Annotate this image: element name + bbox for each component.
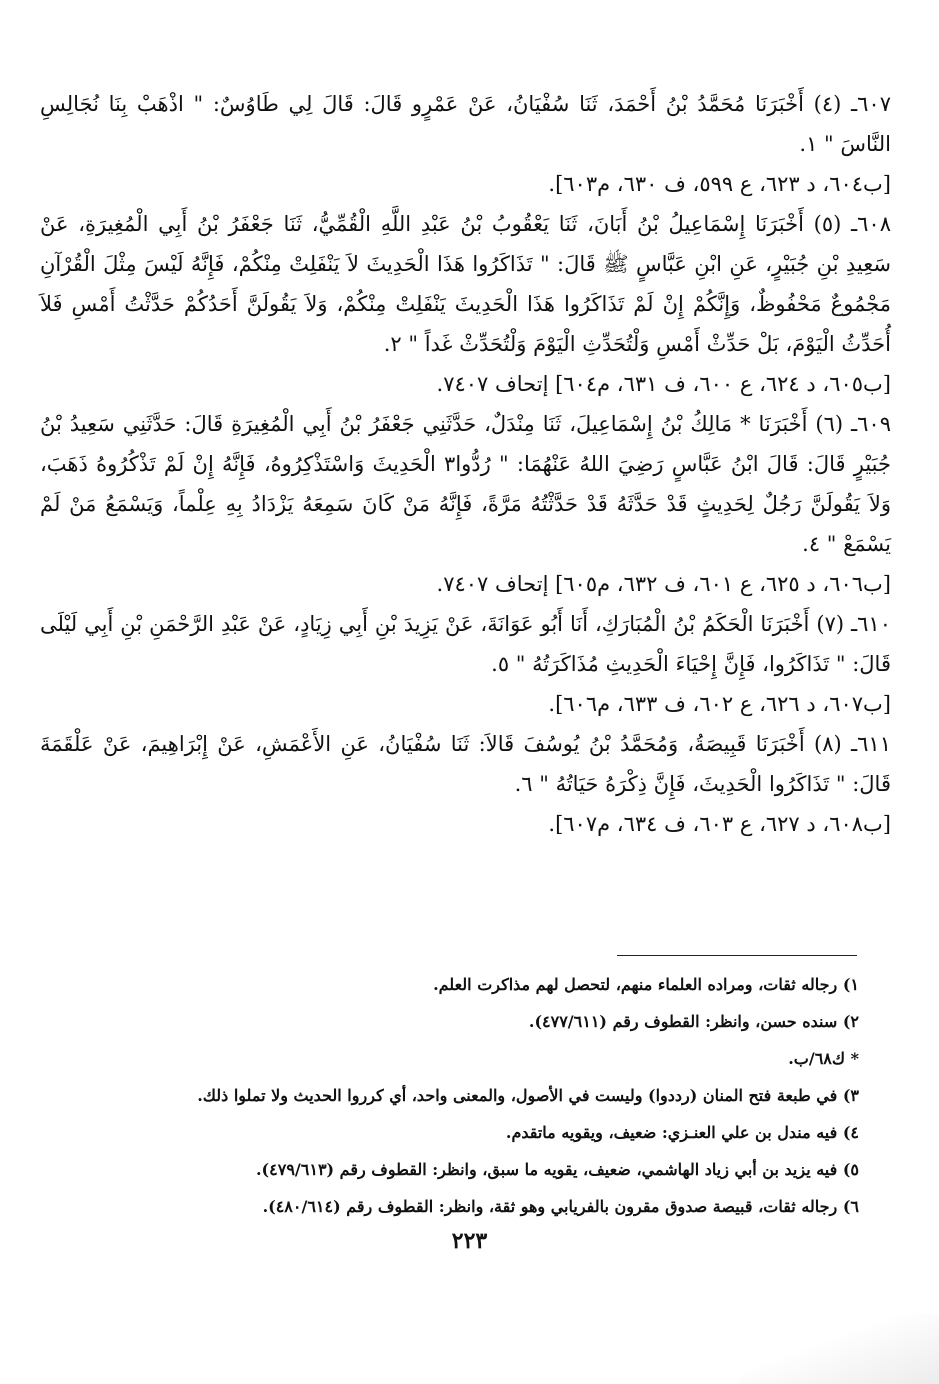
hadith-611: ٦١١ـ (٨) أَخْبَرَنَا قَبِيصَةُ، وَمُحَمَّدُ بْنُ يُوسُفَ قَالاَ: ثَنَا سُفْيَانُ، عَنِ الأَعْمَشِ، عَنْ إِبْرَاهِيمَ، عَنْ عَلْقَمَةَ قَالَ: " تَذَاكَرُوا الْحَدِيثَ، فَإِنَّ ذِكْرَهُ حَيَاتُهُ " ٦. (40, 732, 891, 796)
footnote-4: ٤) فيه مندل بن علي العنـزي: ضعيف، ويقويه ماتقدم. (505, 1123, 859, 1142)
footnotes (70, 966, 859, 1225)
hadith-text-block (40, 84, 891, 844)
footnote-1: ١) رجاله ثقات، ومراده العلماء منهم، لتحصل لهم مذاكرت العلم. (433, 975, 859, 994)
hadith-609: ٦٠٩ـ (٦) أَخْبَرَنَا * مَالِكُ بْنُ إِسْمَاعِيلَ، ثَنَا مِنْدَلٌ، حَدَّثَنِي جَعْفَرُ بْنُ أَبِي الْمُغِيرَةِ قَالَ: حَدَّثَنِي سَعِيدُ بْنُ جُبَيْرٍ قَالَ: قَالَ ابْنُ عَبَّاسٍ رَضِيَ اللهُ عَنْهُمَا: " رُدُّوا٣ الْحَدِيثَ وَاسْتَذْكِرُوهُ، فَإِنَّهُ إِنْ لَمْ تَذْكُرُوهُ ذَهَبَ، وَلاَ يَقُولَنَّ رَجُلٌ لِحَدِيثٍ قَدْ حَدَّثَهُ قَدْ حَدَّثْتُهُ مَرَّةً، فَإِنَّهُ مَنْ كَانَ سَمِعَهُ يَزْدَادُ بِهِ عِلْماً، وَيَسْمَعُ مَنْ لَمْ يَسْمَعْ " ٤. (40, 412, 891, 556)
hadith-608-reference: [ب٦٠٥، د ٦٢٤، ع ٦٠٠، ف ٦٣١، م٦٠٤] إتحاف ٧٤٠٧. (436, 372, 891, 396)
footnote-3: ٣) في طبعة فتح المنان (رددوا) وليست في الأصول، والمعنى واحد، أي كرروا الحديث ولا تملوا ذلك. (197, 1086, 859, 1105)
footnote-2: ٢) سنده حسن، وانظر: القطوف رقم (٤٧٧/٦١١). (528, 1012, 859, 1031)
hadith-607: ٦٠٧ـ (٤) أَخْبَرَنَا مُحَمَّدُ بْنُ أَحْمَدَ، ثَنَا سُفْيَانُ، عَنْ عَمْرٍو قَالَ: قَالَ لِي طَاوُسٌ: " اذْهَبْ بِنَا نُجَالِسِ النَّاسَ " ١. (40, 92, 891, 156)
hadith-611-reference: [ب٦٠٨، د ٦٢٧، ع ٦٠٣، ف ٦٣٤، م٦٠٧]. (548, 812, 891, 836)
footnote-separator (617, 955, 857, 956)
footnote-6: ٦) رجاله ثقات، قبيصة صدوق مقرون بالفريابي وهو ثقة، وانظر: القطوف رقم (٤٨٠/٦١٤). (262, 1197, 859, 1216)
hadith-607-reference: [ب٦٠٤، د ٦٢٣، ع ٥٩٩، ف ٦٣٠، م٦٠٣]. (548, 172, 891, 196)
page-number: ٢٢٣ (451, 1228, 488, 1254)
hadith-610-reference: [ب٦٠٧، د ٦٢٦، ع ٦٠٢، ف ٦٣٣، م٦٠٦]. (548, 692, 891, 716)
hadith-608: ٦٠٨ـ (٥) أَخْبَرَنَا إِسْمَاعِيلُ بْنُ أَبَانَ، ثَنَا يَعْقُوبُ بْنُ عَبْدِ اللَّهِ الْقُمِّيُّ، ثَنَا جَعْفَرُ بْنُ أَبِي الْمُغِيرَةِ، عَنْ سَعِيدِ بْنِ جُبَيْرٍ، عَنِ ابْنِ عَبَّاسٍ ﷺ قَالَ: " تَذَاكَرُوا هَذَا الْحَدِيثَ لاَ يَنْفَلِتْ مِنْكُمْ، فَإِنَّهُ لَيْسَ مِثْلَ الْقُرْآنِ مَجْمُوعٌ مَحْفُوظٌ، وَإِنَّكُمْ إِنْ لَمْ تَذَاكَرُوا هَذَا الْحَدِيثَ يَنْفَلِتْ مِنْكُمْ، وَلاَ يَقُولَنَّ أَحَدُكُمْ حَدَّثْتُ أَمْسِ فَلاَ أُحَدِّثُ الْيَوْمَ، بَلْ حَدِّثْ أَمْسِ وَلْتُحَدِّثِ الْيَوْمَ وَلْتُحَدِّثْ غَداً " ٢. (40, 212, 891, 356)
hadith-610: ٦١٠ـ (٧) أَخْبَرَنَا الْحَكَمُ بْنُ الْمُبَارَكِ، أَنَا أَبُو عَوَانَةَ، عَنْ يَزِيدَ بْنِ أَبِي زِيَادٍ، عَنْ عَبْدِ الرَّحْمَنِ بْنِ أَبِي لَيْلَى قَالَ: " تَذَاكَرُوا، فَإِنَّ إِحْيَاءَ الْحَدِيثِ مُذَاكَرَتُهُ " ٥. (40, 612, 891, 676)
footnote-5: ٥) فيه يزيد بن أبي زياد الهاشمي، ضعيف، يقويه ما سبق، وانظر: القطوف رقم (٤٧٩/٦١٣). (255, 1160, 859, 1179)
footnote-manuscript-marker: * ك٦٨/ب. (788, 1049, 859, 1068)
hadith-609-reference: [ب٦٠٦، د ٦٢٥، ع ٦٠١، ف ٦٣٢، م٦٠٥] إتحاف ٧٤٠٧. (436, 572, 891, 596)
scan-shading (739, 1314, 939, 1384)
